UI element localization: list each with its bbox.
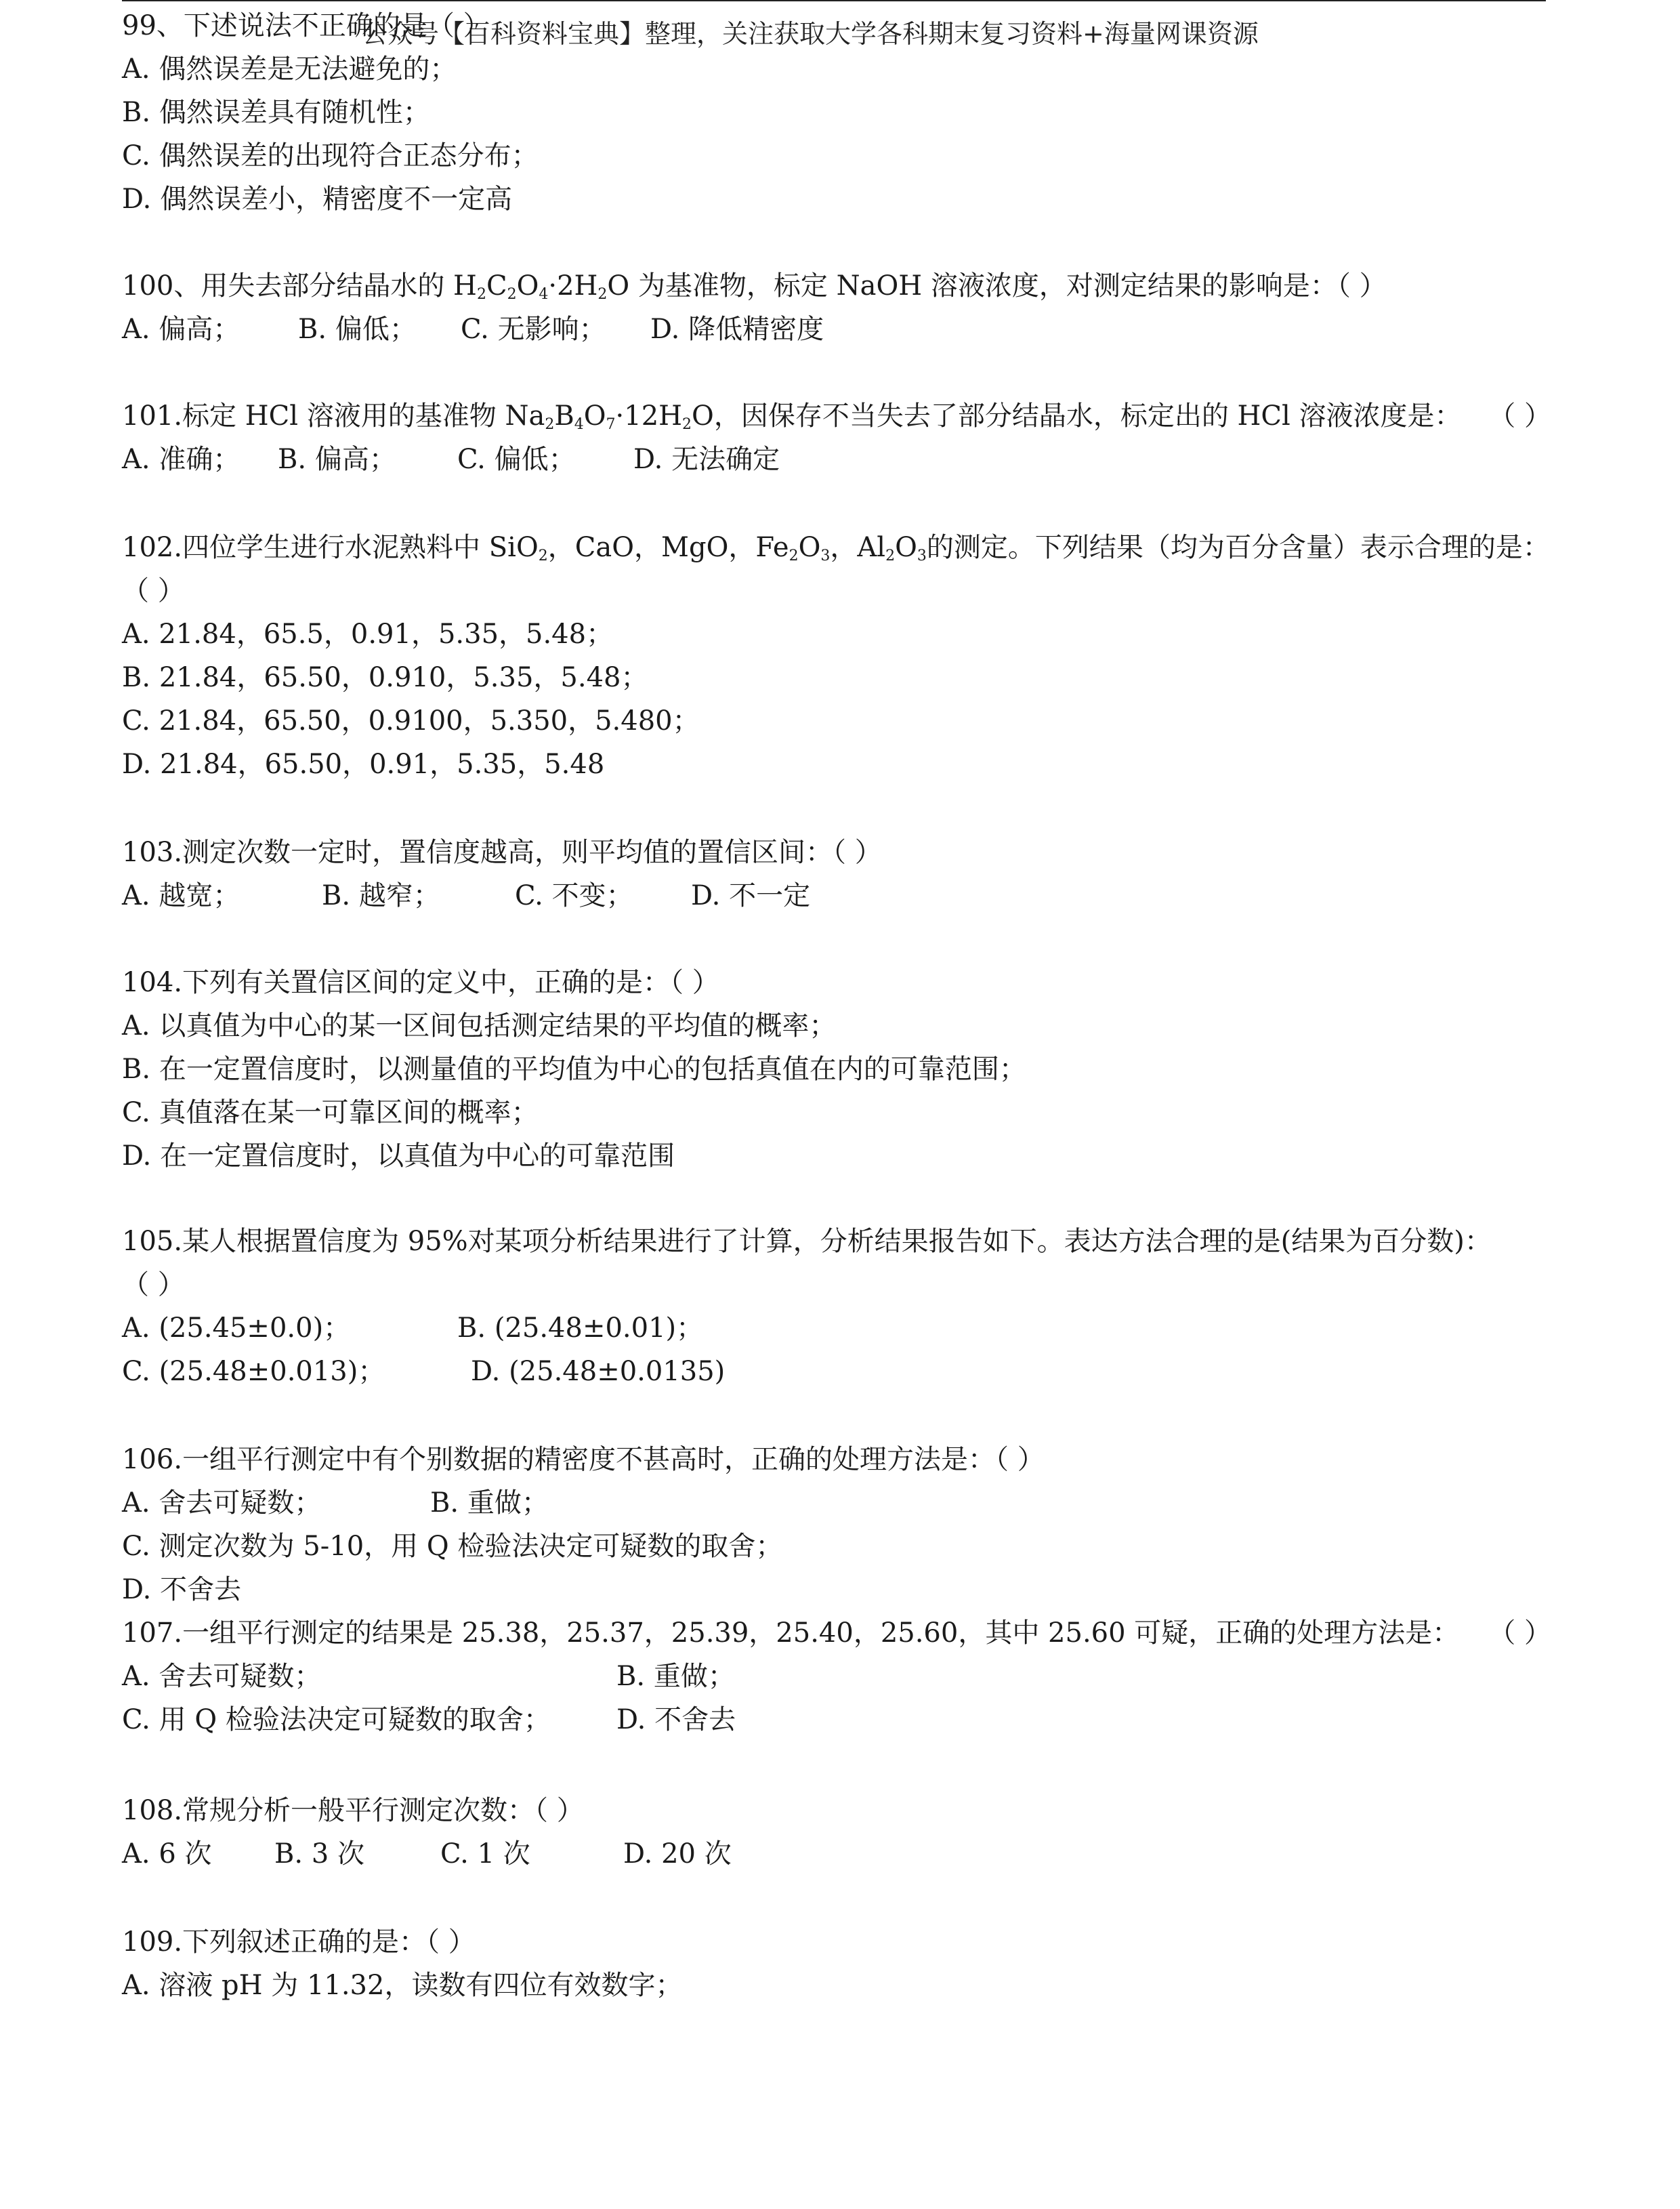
question-stem: 108.常规分析一般平行测定次数：（ ） [122, 1795, 584, 1826]
option-b: B. 重做； [430, 1487, 549, 1519]
option-c: C. 偶然误差的出现符合正态分布； [122, 140, 539, 171]
option-a: A. (25.45±0.0)； [122, 1313, 351, 1344]
option-d: D. 不舍去 [122, 1574, 242, 1605]
option-c: C. 偏低； [457, 444, 576, 475]
option-a: A. 以真值为中心的某一区间包括测定结果的平均值的概率； [122, 1010, 837, 1041]
option-a: A. 准确； [122, 444, 240, 475]
options-row [122, 438, 1551, 481]
option-a: A. 越宽； [122, 880, 240, 911]
option-a: A. 偶然误差是无法避免的； [122, 54, 457, 85]
option-a: A. 6 次 [122, 1838, 212, 1870]
question-106 [122, 1438, 1551, 1611]
question-102 [122, 526, 1551, 786]
question-stem: 101.标定 HCl 溶液用的基准物 $Na_2B_4O_7\cdot 12H_2O$，因保存不当失去了部分结晶水，标定出的 HCl 溶液浓度是： （ ） [122, 394, 1551, 438]
options-row [122, 1655, 1551, 1698]
option-b: B. 3 次 [274, 1838, 364, 1870]
options-row [122, 1481, 1551, 1525]
question-99 [122, 4, 1551, 221]
options-row [122, 874, 1551, 917]
option-b: B. 偶然误差具有随机性； [122, 97, 430, 128]
option-d: D. 无法确定 [633, 444, 780, 475]
option-a: A. 溶液 pH 为 11.32，读数有四位有效数字； [122, 1970, 683, 2001]
question-stem: 104.下列有关置信区间的定义中，正确的是：（ ） [122, 967, 719, 998]
answer-paren: （ ） [122, 1269, 185, 1300]
options-row [122, 1698, 1551, 1741]
option-d: D. (25.48±0.0135) [471, 1356, 726, 1387]
option-a: A. 偏高； [122, 314, 240, 345]
option-d: D. 21.84，65.50，0.91，5.35，5.48 [122, 749, 605, 780]
option-c: C. 无影响； [461, 314, 606, 345]
option-d: D. 不舍去 [616, 1704, 736, 1735]
question-103 [122, 831, 1551, 917]
option-a: A. 21.84，65.5，0.91，5.35，5.48； [122, 619, 614, 650]
option-d: D. 不一定 [691, 880, 811, 911]
question-stem: 105.某人根据置信度为 95%对某项分析结果进行了计算，分析结果报告如下。表达方法合理的是(结果为百分数)： [122, 1226, 1492, 1257]
option-d: D. 偶然误差小，精密度不一定高 [122, 184, 513, 215]
options-row [122, 1350, 1551, 1393]
option-a: A. 舍去可疑数； [122, 1487, 322, 1519]
question-stem: 109.下列叙述正确的是：（ ） [122, 1926, 476, 1958]
option-b: B. 21.84，65.50，0.910，5.35，5.48； [122, 662, 648, 693]
option-b: B. 偏高； [278, 444, 396, 475]
option-b: B. 在一定置信度时，以测量值的平均值为中心的包括真值在内的可靠范围； [122, 1054, 1026, 1085]
option-c: C. (25.48±0.013)； [122, 1356, 385, 1387]
question-101 [122, 394, 1551, 481]
question-stem: 99、下述说法不正确的是（ ） [122, 10, 490, 41]
answer-paren: （ ） [1488, 1617, 1551, 1649]
question-107 [122, 1611, 1551, 1741]
watermark-text: 公众号【百科资料宝典】整理，关注获取大学各科期末复习资料+海量网课资源 [362, 19, 1259, 49]
question-104 [122, 961, 1551, 1178]
option-b: B. 偏低； [298, 314, 417, 345]
option-a: A. 舍去可疑数； [122, 1661, 322, 1692]
header-rule [122, 0, 1546, 1]
options-row [122, 308, 1551, 351]
answer-paren: （ ） [122, 575, 185, 606]
option-d: D. 在一定置信度时，以真值为中心的可靠范围 [122, 1140, 675, 1172]
option-b: B. 越窄； [322, 880, 440, 911]
option-c: C. 用 Q 检验法决定可疑数的取舍； [122, 1704, 551, 1735]
option-c: C. 测定次数为 5-10，用 Q 检验法决定可疑数的取舍； [122, 1531, 783, 1562]
question-108 [122, 1789, 1551, 1876]
answer-paren: （ ） [1488, 400, 1551, 432]
question-stem: 100、用失去部分结晶水的 $H_2C_2O_4\cdot 2H_2O$ 为基准物，标定 NaOH 溶液浓度，对测定结果的影响是：（ ） [122, 270, 1387, 303]
question-stem: 103.测定次数一定时，置信度越高，则平均值的置信区间：（ ） [122, 837, 882, 868]
question-109 [122, 1920, 1551, 2007]
options-row [122, 1306, 1551, 1350]
option-b: B. (25.48±0.01)； [457, 1313, 704, 1344]
option-d: D. 20 次 [623, 1838, 732, 1870]
question-100 [122, 264, 1551, 351]
question-stem: 102.四位学生进行水泥熟料中 SiO$_2$，CaO，MgO，$Fe_2O_3$，$Al_2O_3$的测定。下列结果（均为百分含量）表示合理的是： [122, 532, 1550, 564]
options-row [122, 1832, 1551, 1876]
option-c: C. 真值落在某一可靠区间的概率； [122, 1097, 539, 1128]
question-stem: 106.一组平行测定中有个别数据的精密度不甚高时，正确的处理方法是：（ ） [122, 1444, 1045, 1475]
option-b: B. 重做； [616, 1661, 735, 1692]
option-c: C. 1 次 [440, 1838, 530, 1870]
question-stem: 107.一组平行测定的结果是 25.38，25.37，25.39，25.40，25.60，其中 25.60 可疑，正确的处理方法是： （ ） [122, 1611, 1551, 1655]
question-105 [122, 1220, 1551, 1393]
option-c: C. 21.84，65.50，0.9100，5.350，5.480； [122, 705, 700, 737]
option-d: D. 降低精密度 [650, 314, 824, 345]
option-c: C. 不变； [515, 880, 633, 911]
